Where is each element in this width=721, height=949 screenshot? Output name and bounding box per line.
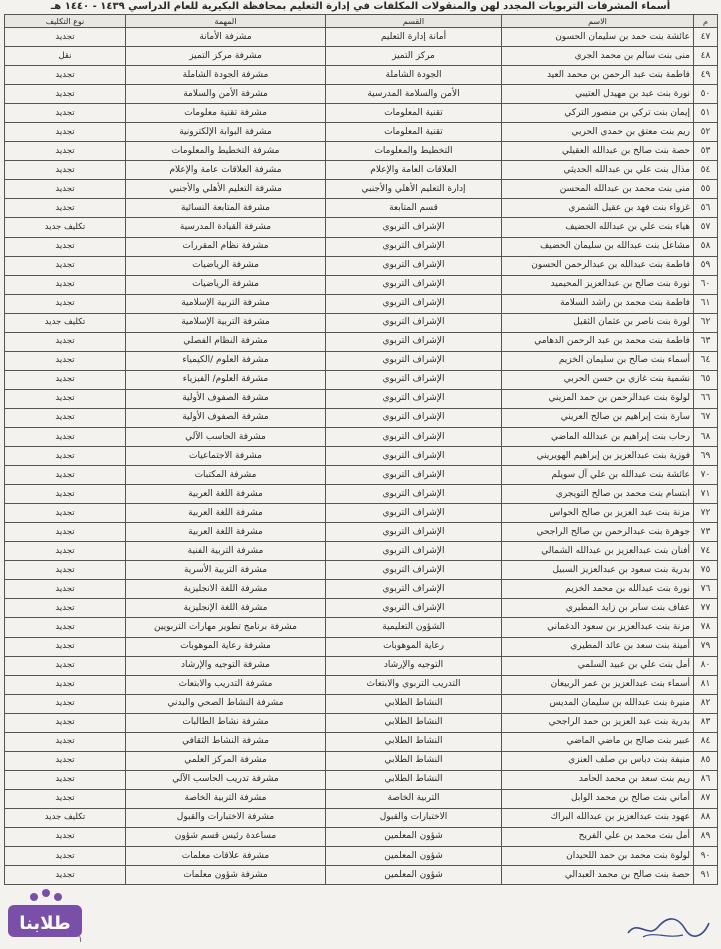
row-number: ٧٦ [694, 580, 718, 599]
row-task: مشرفة علاقات معلمات [126, 847, 326, 866]
table-row [5, 751, 718, 770]
row-number: ٦٦ [694, 389, 718, 408]
row-task: مشرفة تقنية معلومات [126, 104, 326, 123]
table-row [5, 389, 718, 408]
row-task: مشرفة الرياضيات [126, 256, 326, 275]
row-name: ابتسام بنت محمد بن صالح التويجري [502, 485, 694, 504]
row-name: منيرة بنت عبدالله بن سليمان المديس [502, 694, 694, 713]
row-number: ٧٨ [694, 618, 718, 637]
row-assignment-type: تكليف جديد [5, 313, 126, 332]
row-number: ٥٨ [694, 237, 718, 256]
row-department: قسم المتابعة [326, 199, 502, 218]
table-row [5, 770, 718, 789]
row-department: إدارة التعليم الأهلي والأجنبي [326, 180, 502, 199]
row-number: ٨٨ [694, 808, 718, 827]
row-number: ٥١ [694, 104, 718, 123]
row-name: عفاف بنت سابر بن زايد المطيري [502, 599, 694, 618]
table-row [5, 294, 718, 313]
row-task: مشرفة التربية الإسلامية [126, 313, 326, 332]
signature [623, 909, 713, 943]
row-name: نشمية بنت غازي بن حسن الحربي [502, 370, 694, 389]
row-department: الإشراف التربوي [326, 351, 502, 370]
row-number: ٨٤ [694, 732, 718, 751]
row-department: شؤون المعلمين [326, 827, 502, 846]
row-assignment-type: تجديد [5, 561, 126, 580]
row-assignment-type: تجديد [5, 504, 126, 523]
row-name: عائشة بنت عبدالله بن علي آل سويلم [502, 466, 694, 485]
page-title: أسماء المشرفات التربويات المجدد لهن والمنقولات المكلفات في إدارة التعليم بمحافظة البكيرية للعام الدراسي ١٤٣٩ - ١٤٤٠ هـ [50, 1, 671, 12]
row-number: ٧٥ [694, 561, 718, 580]
row-department: الإشراف التربوي [326, 466, 502, 485]
table-row [5, 370, 718, 389]
row-name: إيمان بنت تركي بن منصور التركي [502, 104, 694, 123]
row-name: حصة بنت صالح بن محمد العبدالي [502, 866, 694, 885]
row-task: مشرفة التربية الفنية [126, 542, 326, 561]
row-name: غزواء بنت فهد بن عقيل الشمري [502, 199, 694, 218]
table-row [5, 256, 718, 275]
row-number: ٧٤ [694, 542, 718, 561]
row-department: الإشراف التربوي [326, 294, 502, 313]
row-task: مشرفة اللغة الإنجليزية [126, 599, 326, 618]
row-number: ٥٤ [694, 161, 718, 180]
table-row [5, 542, 718, 561]
row-name: مزنة بنت عبد العزيز بن صالح الحواس [502, 504, 694, 523]
row-task: مشرفة المكتبات [126, 466, 326, 485]
table-row [5, 332, 718, 351]
row-number: ٧٩ [694, 637, 718, 656]
row-department: الإشراف التربوي [326, 447, 502, 466]
table-row [5, 408, 718, 427]
row-task: مشرفة الرياضيات [126, 275, 326, 294]
row-task: مشرفة الاختبارات والقبول [126, 808, 326, 827]
row-department: الإشراف التربوي [326, 408, 502, 427]
row-number: ٦٢ [694, 313, 718, 332]
row-number: ٨٢ [694, 694, 718, 713]
row-department: الاختبارات والقبول [326, 808, 502, 827]
row-name: رحاب بنت إبراهيم بن عبدالله الماضي [502, 427, 694, 446]
table-row [5, 732, 718, 751]
row-number: ٩١ [694, 866, 718, 885]
row-department: مركز التميز [326, 47, 502, 66]
row-task: مشرفة نشاط الطالبات [126, 713, 326, 732]
table-row [5, 237, 718, 256]
row-department: العلاقات العامة والإعلام [326, 161, 502, 180]
row-name: مشاعل بنت عبدالله بن سليمان الحضيف [502, 237, 694, 256]
row-department: التوجيه والإرشاد [326, 656, 502, 675]
row-name: أماني بنت صالح بن محمد الوابل [502, 789, 694, 808]
row-task: مشرفة العلوم/ الفيزياء [126, 370, 326, 389]
row-number: ٨٥ [694, 751, 718, 770]
row-assignment-type: تجديد [5, 656, 126, 675]
row-assignment-type: تجديد [5, 294, 126, 313]
row-number: ٧١ [694, 485, 718, 504]
row-assignment-type: تجديد [5, 770, 126, 789]
row-assignment-type: تجديد [5, 847, 126, 866]
row-number: ٧٠ [694, 466, 718, 485]
table-row [5, 485, 718, 504]
row-number: ٧٢ [694, 504, 718, 523]
row-task: مشرفة القيادة المدرسية [126, 218, 326, 237]
row-assignment-type: تجديد [5, 713, 126, 732]
row-task: مشرفة المتابعة النسائية [126, 199, 326, 218]
header-task: المهمة [126, 15, 326, 28]
row-assignment-type: تجديد [5, 637, 126, 656]
row-department: أمانة إدارة التعليم [326, 28, 502, 47]
row-department: الإشراف التربوي [326, 218, 502, 237]
row-assignment-type: تجديد [5, 789, 126, 808]
row-task: مشرفة تدريب الحاسب الآلي [126, 770, 326, 789]
row-task: مشرفة الحاسب الآلي [126, 427, 326, 446]
row-department: النشاط الطلابي [326, 713, 502, 732]
row-name: بدرية بنت عبد العزيز بن حمد الراجحي [502, 713, 694, 732]
row-task: مشرفة المركز العلمي [126, 751, 326, 770]
row-number: ٨١ [694, 675, 718, 694]
row-task: مشرفة الصفوف الأولية [126, 408, 326, 427]
row-department: التدريب التربوي والابتعاث [326, 675, 502, 694]
table-row [5, 66, 718, 85]
row-name: أمل بنت محمد بن علي الفريح [502, 827, 694, 846]
row-task: مشرفة العلوم /الكيمياء [126, 351, 326, 370]
row-number: ٨٠ [694, 656, 718, 675]
table-row [5, 313, 718, 332]
row-department: التخطيط والمعلومات [326, 142, 502, 161]
table-row [5, 866, 718, 885]
row-department: النشاط الطلابي [326, 751, 502, 770]
row-assignment-type: تجديد [5, 751, 126, 770]
row-department: الإشراف التربوي [326, 485, 502, 504]
row-department: تقنية المعلومات [326, 104, 502, 123]
row-assignment-type: تجديد [5, 466, 126, 485]
row-department: الإشراف التربوي [326, 542, 502, 561]
row-assignment-type: تجديد [5, 180, 126, 199]
row-assignment-type: تجديد [5, 237, 126, 256]
row-task: مشرفة نظام المقررات [126, 237, 326, 256]
row-assignment-type: تجديد [5, 370, 126, 389]
row-name: منيفة بنت دباس بن صلف العنزي [502, 751, 694, 770]
row-name: حصة بنت صالح بن عبدالله العقيلي [502, 142, 694, 161]
row-name: منى بنت محمد بن عبدالله المحسن [502, 180, 694, 199]
row-department: الأمن والسلامة المدرسية [326, 85, 502, 104]
row-name: هياء بنت علي بن عبدالله الحضيف [502, 218, 694, 237]
logo-text: طلابنا [19, 913, 71, 934]
table-row [5, 580, 718, 599]
table-row [5, 180, 718, 199]
table-row [5, 637, 718, 656]
row-name: مذال بنت علي بن عبدالله الحديثي [502, 161, 694, 180]
table-row [5, 28, 718, 47]
row-task: مشرفة رعاية الموهوبات [126, 637, 326, 656]
row-name: فوزية بنت عبدالعزيز بن إبراهيم الهويريني [502, 447, 694, 466]
row-assignment-type: تجديد [5, 732, 126, 751]
row-department: الجودة الشاملة [326, 66, 502, 85]
table-row [5, 466, 718, 485]
row-task: مشرفة الاجتماعيات [126, 447, 326, 466]
table-row [5, 427, 718, 446]
row-task: مشرفة اللغة العربية [126, 504, 326, 523]
table-row [5, 523, 718, 542]
row-task: مساعدة رئيس قسم شؤون [126, 827, 326, 846]
row-assignment-type: تجديد [5, 142, 126, 161]
row-number: ٤٨ [694, 47, 718, 66]
row-name: منى بنت سالم بن محمد الجري [502, 47, 694, 66]
table-row [5, 808, 718, 827]
row-task: مشرفة الأمن والسلامة [126, 85, 326, 104]
row-name: سارة بنت إبراهيم بن صالح العريني [502, 408, 694, 427]
row-assignment-type: تجديد [5, 389, 126, 408]
row-assignment-type: تجديد [5, 618, 126, 637]
row-task: مشرفة التخطيط والمعلومات [126, 142, 326, 161]
row-assignment-type: تجديد [5, 427, 126, 446]
row-department: النشاط الطلابي [326, 732, 502, 751]
row-name: نورة بنت عبدالله بن محمد الخزيم [502, 580, 694, 599]
row-assignment-type: تجديد [5, 485, 126, 504]
row-number: ٤٩ [694, 66, 718, 85]
row-name: لولوة بنت محمد بن حمد اللحيدان [502, 847, 694, 866]
row-task: مشرفة التوجيه والإرشاد [126, 656, 326, 675]
row-assignment-type: تكليف جديد [5, 218, 126, 237]
table-row [5, 47, 718, 66]
row-assignment-type: تجديد [5, 256, 126, 275]
row-task: مشرفة مركز التميز [126, 47, 326, 66]
row-number: ٥٠ [694, 85, 718, 104]
table-row [5, 694, 718, 713]
row-number: ٥٣ [694, 142, 718, 161]
row-name: نورة بنت صالح بن عبدالعزيز المحيميد [502, 275, 694, 294]
row-assignment-type: تكليف جديد [5, 808, 126, 827]
table-row [5, 827, 718, 846]
row-task: مشرفة التربية الخاصة [126, 789, 326, 808]
row-number: ٦٥ [694, 370, 718, 389]
row-department: النشاط الطلابي [326, 770, 502, 789]
row-task: مشرفة الأمانة [126, 28, 326, 47]
table-row [5, 351, 718, 370]
row-task: مشرفة النشاط الثقافي [126, 732, 326, 751]
table-row [5, 123, 718, 142]
header-dept: القسم [326, 15, 502, 28]
row-assignment-type: تجديد [5, 675, 126, 694]
row-name: نورة بنت عبد بن مهيدل العتيبي [502, 85, 694, 104]
row-department: الإشراف التربوي [326, 313, 502, 332]
row-number: ٦٨ [694, 427, 718, 446]
row-number: ٨٩ [694, 827, 718, 846]
row-assignment-type: تجديد [5, 447, 126, 466]
row-assignment-type: تجديد [5, 599, 126, 618]
row-number: ٦٠ [694, 275, 718, 294]
row-department: الإشراف التربوي [326, 427, 502, 446]
row-assignment-type: تجديد [5, 161, 126, 180]
staff-table-container [4, 14, 717, 885]
row-assignment-type: تجديد [5, 351, 126, 370]
row-name: جوهرة بنت عبدالرحمن بن صالح الراجحي [502, 523, 694, 542]
row-department: الإشراف التربوي [326, 504, 502, 523]
row-number: ٥٢ [694, 123, 718, 142]
row-assignment-type: تجديد [5, 275, 126, 294]
row-assignment-type: تجديد [5, 85, 126, 104]
row-name: أفنان بنت عبدالعزيز بن عبدالله الشمالي [502, 542, 694, 561]
row-task: مشرفة اللغة الانجليزية [126, 580, 326, 599]
table-row [5, 447, 718, 466]
row-task: مشرفة التربية الأسرية [126, 561, 326, 580]
row-assignment-type: تجديد [5, 123, 126, 142]
table-body [5, 28, 718, 885]
table-row [5, 504, 718, 523]
table-row [5, 713, 718, 732]
row-number: ٦١ [694, 294, 718, 313]
table-row [5, 789, 718, 808]
row-task: مشرفة النشاط الصحي والبدني [126, 694, 326, 713]
table-row [5, 104, 718, 123]
row-number: ٥٩ [694, 256, 718, 275]
row-task: مشرفة اللغة العربية [126, 485, 326, 504]
row-number: ٥٦ [694, 199, 718, 218]
row-assignment-type: تجديد [5, 332, 126, 351]
row-number: ٩٠ [694, 847, 718, 866]
row-department: الشؤون التعليمية [326, 618, 502, 637]
table-row [5, 599, 718, 618]
row-assignment-type: تجديد [5, 542, 126, 561]
row-task: مشرفة البوابة الإلكترونية [126, 123, 326, 142]
table-row [5, 85, 718, 104]
row-name: فاطمة بنت محمد بن عبد الرحمن الدهامي [502, 332, 694, 351]
row-task: مشرفة التعليم الأهلي والأجنبي [126, 180, 326, 199]
row-assignment-type: تجديد [5, 694, 126, 713]
row-department: الإشراف التربوي [326, 580, 502, 599]
row-name: عبير بنت صالح بن ماضي الماضي [502, 732, 694, 751]
table-row [5, 561, 718, 580]
row-department: الإشراف التربوي [326, 275, 502, 294]
table-row [5, 656, 718, 675]
row-name: ريم بنت سعد بن محمد الحامد [502, 770, 694, 789]
table-row [5, 618, 718, 637]
row-number: ٦٧ [694, 408, 718, 427]
row-name: بدرية بنت سعود بن عبدالعزيز السبيل [502, 561, 694, 580]
row-assignment-type: تجديد [5, 28, 126, 47]
row-department: التربية الخاصة [326, 789, 502, 808]
table-header-row [5, 15, 718, 28]
row-department: الإشراف التربوي [326, 332, 502, 351]
row-task: مشرفة التدريب والابتعاث [126, 675, 326, 694]
row-task: مشرفة برنامج تطوير مهارات التربويين [126, 618, 326, 637]
row-number: ٨٣ [694, 713, 718, 732]
row-assignment-type: تجديد [5, 408, 126, 427]
row-name: عائشة بنت حمد بن سليمان الحسون [502, 28, 694, 47]
row-number: ٨٧ [694, 789, 718, 808]
header-num: م [694, 15, 718, 28]
row-name: ريم بنت معتق بن حمدي الحربي [502, 123, 694, 142]
row-number: ٧٧ [694, 599, 718, 618]
row-department: شؤون المعلمين [326, 866, 502, 885]
row-assignment-type: تجديد [5, 104, 126, 123]
row-number: ٦٩ [694, 447, 718, 466]
staff-table [4, 14, 718, 885]
row-assignment-type: تجديد [5, 827, 126, 846]
row-number: ٤٧ [694, 28, 718, 47]
row-department: الإشراف التربوي [326, 237, 502, 256]
row-name: عهود بنت عبدالعزيز بن عبدالله البراك [502, 808, 694, 827]
row-department: الإشراف التربوي [326, 370, 502, 389]
row-department: الإشراف التربوي [326, 389, 502, 408]
table-row [5, 275, 718, 294]
header-name: الاسم [502, 15, 694, 28]
row-assignment-type: تجديد [5, 580, 126, 599]
table-row [5, 847, 718, 866]
talabna-logo [4, 883, 86, 943]
row-name: أسماء بنت صالح بن سليمان الخزيم [502, 351, 694, 370]
row-number: ٥٧ [694, 218, 718, 237]
table-row [5, 675, 718, 694]
page-number: ١ [78, 935, 83, 945]
header-type: نوع التكليف [5, 15, 126, 28]
row-department: الإشراف التربوي [326, 561, 502, 580]
row-name: أمل بنت علي بن عبيد السلمي [502, 656, 694, 675]
row-task: مشرفة العلاقات عامة والإعلام [126, 161, 326, 180]
row-name: أمينة بنت سعد بن عائد المطيري [502, 637, 694, 656]
row-name: فاطمة بنت محمد بن راشد السلامة [502, 294, 694, 313]
row-task: مشرفة الصفوف الأولية [126, 389, 326, 408]
row-number: ٦٤ [694, 351, 718, 370]
row-task: مشرفة التربية الإسلامية [126, 294, 326, 313]
row-number: ٦٣ [694, 332, 718, 351]
row-number: ٨٦ [694, 770, 718, 789]
row-number: ٥٥ [694, 180, 718, 199]
row-department: رعاية الموهوبات [326, 637, 502, 656]
table-row [5, 199, 718, 218]
row-task: مشرفة الجودة الشاملة [126, 66, 326, 85]
table-row [5, 161, 718, 180]
row-department: الإشراف التربوي [326, 523, 502, 542]
row-number: ٧٣ [694, 523, 718, 542]
table-row [5, 218, 718, 237]
row-task: مشرفة النظام الفصلي [126, 332, 326, 351]
row-assignment-type: تجديد [5, 523, 126, 542]
row-assignment-type: تجديد [5, 66, 126, 85]
table-row [5, 142, 718, 161]
row-department: شؤون المعلمين [326, 847, 502, 866]
row-department: تقنية المعلومات [326, 123, 502, 142]
row-task: مشرفة اللغة العربية [126, 523, 326, 542]
row-assignment-type: تجديد [5, 199, 126, 218]
row-assignment-type: تجديد [5, 866, 126, 885]
row-name: مزنة بنت عبدالعزيز بن سعود الدغماني [502, 618, 694, 637]
row-assignment-type: نقل [5, 47, 126, 66]
row-department: الإشراف التربوي [326, 256, 502, 275]
row-name: لورة بنت ناصر بن عثمان الثقيل [502, 313, 694, 332]
row-department: النشاط الطلابي [326, 694, 502, 713]
row-name: لولوة بنت عبدالرحمن بن حمد المزيني [502, 389, 694, 408]
row-name: فاطمة بنت عبدالله بن عبدالرحمن الحسون [502, 256, 694, 275]
row-task: مشرفة شؤون معلمات [126, 866, 326, 885]
row-department: الإشراف التربوي [326, 599, 502, 618]
row-name: أسماء بنت عبدالعزيز بن عمر الربيعان [502, 675, 694, 694]
row-name: فاطمة بنت عبد الرحمن بن محمد العيد [502, 66, 694, 85]
